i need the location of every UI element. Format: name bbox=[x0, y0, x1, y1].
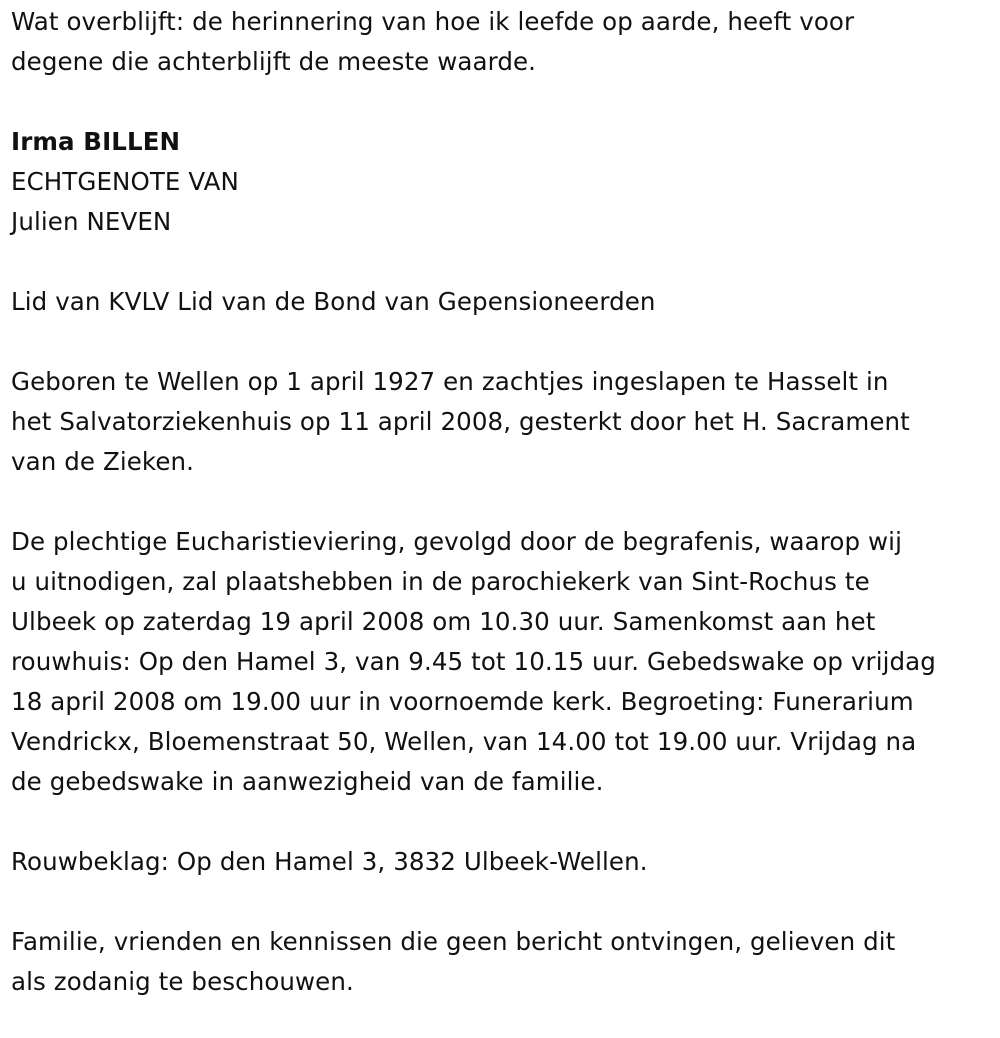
deceased-name: Irma BILLEN bbox=[11, 127, 181, 156]
closing-paragraph: Familie, vrienden en kennissen die geen bericht ontvingen, gelieven dit als zodanig te beschouwen. bbox=[11, 927, 896, 996]
obituary-document bbox=[11, 2, 996, 1002]
spacer bbox=[11, 242, 996, 282]
spacer bbox=[11, 882, 996, 922]
spacer bbox=[11, 482, 996, 522]
motto-paragraph: Wat overblijft: de herinnering van hoe ik leefde op aarde, heeft voor degene die achterblijft de meeste waarde. bbox=[11, 7, 855, 76]
spacer bbox=[11, 82, 996, 122]
birth-death-paragraph: Geboren te Wellen op 1 april 1927 en zachtjes ingeslapen te Hasselt in het Salvatorziekenhuis op 11 april 2008, gesterkt door het H. Sacrament van de Zieken. bbox=[11, 367, 910, 476]
spouse-name: Julien NEVEN bbox=[11, 207, 172, 236]
memberships-paragraph: Lid van KVLV Lid van de Bond van Gepensioneerden bbox=[11, 287, 656, 316]
ceremony-paragraph: De plechtige Eucharistieviering, gevolgd door de begrafenis, waarop wij u uitnodigen, zal plaatshebben in de parochiekerk van Sint-Rochus te Ulbeek op zaterdag 19 april 2008 om 10.30 uur. Samenkomst aan het rouwhuis: Op den Hamel 3, van 9.45 tot 10.15 uur. Gebedswake op vrijdag 18 april 2008 om 19.00 uur in voornoemde kerk. Begroeting: Funerarium Vendrickx, Bloemenstraat 50, Wellen, van 14.00 tot 19.00 uur. Vrijdag na de gebedswake in aanwezigheid van de familie. bbox=[11, 527, 936, 796]
condolences-paragraph: Rouwbeklag: Op den Hamel 3, 3832 Ulbeek-Wellen. bbox=[11, 847, 648, 876]
spacer bbox=[11, 802, 996, 842]
relation-label: ECHTGENOTE VAN bbox=[11, 167, 239, 196]
spacer bbox=[11, 322, 996, 362]
